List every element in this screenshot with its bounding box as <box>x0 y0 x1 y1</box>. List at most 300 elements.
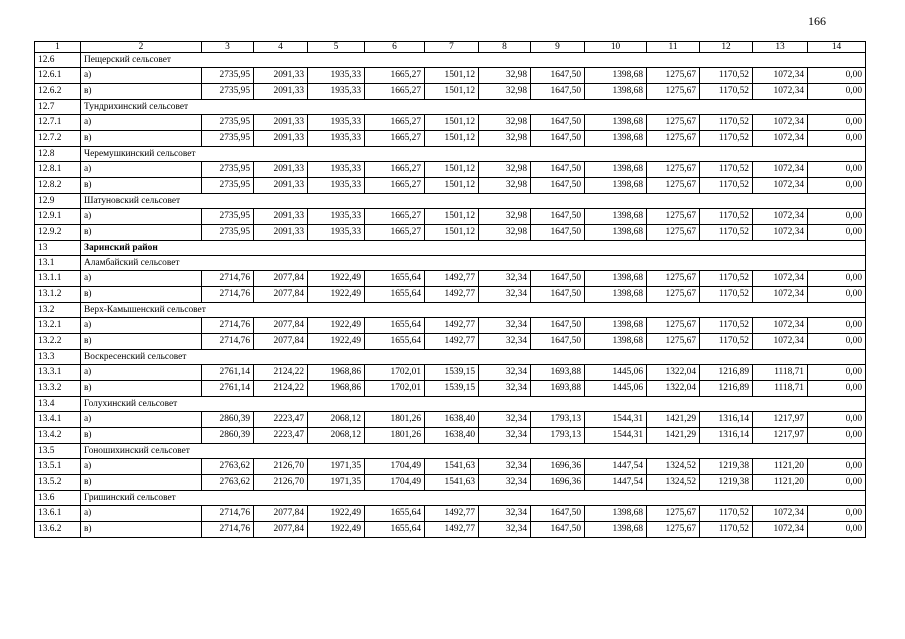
value-cell: 2735,95 <box>202 131 254 147</box>
table-row <box>35 459 866 475</box>
value-cell: 1935,33 <box>308 162 365 178</box>
table-row <box>35 365 866 381</box>
row-label: в) <box>81 522 202 538</box>
table-row <box>35 162 866 178</box>
table-row <box>35 225 866 241</box>
value-cell: 1655,64 <box>365 271 425 287</box>
row-label: в) <box>81 428 202 444</box>
row-code: 12.9.1 <box>35 209 81 225</box>
value-cell: 1398,68 <box>585 115 647 131</box>
value-cell: 1170,52 <box>700 131 753 147</box>
value-cell: 1665,27 <box>365 209 425 225</box>
value-cell: 1170,52 <box>700 522 753 538</box>
value-cell: 1647,50 <box>531 68 585 84</box>
column-header: 1 <box>35 42 81 53</box>
value-cell: 0,00 <box>808 131 866 147</box>
value-cell: 0,00 <box>808 225 866 241</box>
value-cell: 1647,50 <box>531 522 585 538</box>
value-cell: 1398,68 <box>585 68 647 84</box>
row-label: в) <box>81 334 202 350</box>
value-cell: 2714,76 <box>202 522 254 538</box>
value-cell: 1322,04 <box>647 365 700 381</box>
table-row <box>35 475 866 491</box>
value-cell: 1275,67 <box>647 115 700 131</box>
value-cell: 1665,27 <box>365 162 425 178</box>
row-label: а) <box>81 318 202 334</box>
value-cell: 2077,84 <box>254 522 308 538</box>
value-cell: 1072,34 <box>753 162 808 178</box>
value-cell: 1492,77 <box>425 318 479 334</box>
value-cell: 0,00 <box>808 84 866 100</box>
value-cell: 1072,34 <box>753 225 808 241</box>
value-cell: 0,00 <box>808 381 866 397</box>
section-row <box>35 444 866 459</box>
row-code: 13 <box>35 241 81 256</box>
value-cell: 1170,52 <box>700 287 753 303</box>
value-cell: 32,98 <box>479 162 531 178</box>
value-cell: 1655,64 <box>365 287 425 303</box>
value-cell: 1216,89 <box>700 365 753 381</box>
value-cell: 0,00 <box>808 68 866 84</box>
value-cell: 1647,50 <box>531 115 585 131</box>
value-cell: 1693,88 <box>531 381 585 397</box>
value-cell: 0,00 <box>808 412 866 428</box>
value-cell: 1647,50 <box>531 209 585 225</box>
value-cell: 1447,54 <box>585 475 647 491</box>
value-cell: 2124,22 <box>254 365 308 381</box>
row-code: 12.9 <box>35 194 81 209</box>
row-label: а) <box>81 162 202 178</box>
row-label: а) <box>81 115 202 131</box>
value-cell: 1072,34 <box>753 178 808 194</box>
value-cell: 1170,52 <box>700 84 753 100</box>
value-cell: 2091,33 <box>254 84 308 100</box>
value-cell: 1501,12 <box>425 162 479 178</box>
row-code: 13.1 <box>35 256 81 271</box>
value-cell: 1793,13 <box>531 412 585 428</box>
value-cell: 1216,89 <box>700 381 753 397</box>
value-cell: 2714,76 <box>202 318 254 334</box>
value-cell: 1647,50 <box>531 334 585 350</box>
value-cell: 1492,77 <box>425 334 479 350</box>
value-cell: 0,00 <box>808 162 866 178</box>
value-cell: 0,00 <box>808 334 866 350</box>
value-cell: 1275,67 <box>647 84 700 100</box>
value-cell: 1541,63 <box>425 475 479 491</box>
value-cell: 1935,33 <box>308 209 365 225</box>
value-cell: 0,00 <box>808 115 866 131</box>
value-cell: 1072,34 <box>753 334 808 350</box>
row-code: 13.3.1 <box>35 365 81 381</box>
column-header: 5 <box>308 42 365 53</box>
value-cell: 2077,84 <box>254 506 308 522</box>
value-cell: 1316,14 <box>700 412 753 428</box>
value-cell: 2735,95 <box>202 68 254 84</box>
value-cell: 1922,49 <box>308 287 365 303</box>
value-cell: 1647,50 <box>531 84 585 100</box>
row-code: 12.6 <box>35 53 81 68</box>
row-label: а) <box>81 68 202 84</box>
value-cell: 1647,50 <box>531 131 585 147</box>
value-cell: 0,00 <box>808 506 866 522</box>
section-row <box>35 194 866 209</box>
row-code: 12.7.1 <box>35 115 81 131</box>
value-cell: 2068,12 <box>308 412 365 428</box>
value-cell: 1647,50 <box>531 318 585 334</box>
value-cell: 32,98 <box>479 178 531 194</box>
value-cell: 1275,67 <box>647 522 700 538</box>
value-cell: 1541,63 <box>425 459 479 475</box>
value-cell: 1539,15 <box>425 365 479 381</box>
value-cell: 1935,33 <box>308 84 365 100</box>
row-code: 13.3 <box>35 350 81 365</box>
value-cell: 1421,29 <box>647 428 700 444</box>
section-row <box>35 100 866 115</box>
value-cell: 1655,64 <box>365 318 425 334</box>
value-cell: 1492,77 <box>425 506 479 522</box>
value-cell: 1647,50 <box>531 271 585 287</box>
section-name: Аламбайский сельсовет <box>81 256 866 271</box>
value-cell: 0,00 <box>808 365 866 381</box>
value-cell: 1501,12 <box>425 115 479 131</box>
value-cell: 1072,34 <box>753 115 808 131</box>
value-cell: 1492,77 <box>425 522 479 538</box>
value-cell: 0,00 <box>808 287 866 303</box>
value-cell: 1219,38 <box>700 475 753 491</box>
value-cell: 1072,34 <box>753 84 808 100</box>
table-row <box>35 84 866 100</box>
value-cell: 1638,40 <box>425 412 479 428</box>
value-cell: 1922,49 <box>308 334 365 350</box>
value-cell: 1647,50 <box>531 162 585 178</box>
value-cell: 1665,27 <box>365 225 425 241</box>
row-label: а) <box>81 412 202 428</box>
value-cell: 1324,52 <box>647 459 700 475</box>
row-code: 12.7.2 <box>35 131 81 147</box>
row-label: в) <box>81 381 202 397</box>
value-cell: 1501,12 <box>425 225 479 241</box>
value-cell: 1072,34 <box>753 506 808 522</box>
row-code: 13.2 <box>35 303 81 318</box>
row-label: в) <box>81 178 202 194</box>
district-name: Заринский район <box>81 241 866 256</box>
value-cell: 2091,33 <box>254 115 308 131</box>
value-cell: 1696,36 <box>531 459 585 475</box>
value-cell: 1398,68 <box>585 209 647 225</box>
value-cell: 0,00 <box>808 475 866 491</box>
section-name: Гоношихинский сельсовет <box>81 444 866 459</box>
value-cell: 32,34 <box>479 334 531 350</box>
table-row <box>35 428 866 444</box>
row-code: 13.6 <box>35 491 81 506</box>
value-cell: 1655,64 <box>365 334 425 350</box>
section-row <box>35 397 866 412</box>
value-cell: 32,98 <box>479 115 531 131</box>
value-cell: 1501,12 <box>425 209 479 225</box>
value-cell: 2091,33 <box>254 68 308 84</box>
value-cell: 2077,84 <box>254 318 308 334</box>
value-cell: 1922,49 <box>308 506 365 522</box>
tariff-table <box>34 41 866 538</box>
section-row <box>35 147 866 162</box>
value-cell: 1322,04 <box>647 381 700 397</box>
row-code: 13.4.1 <box>35 412 81 428</box>
row-label: а) <box>81 271 202 287</box>
value-cell: 32,34 <box>479 287 531 303</box>
row-code: 13.4 <box>35 397 81 412</box>
value-cell: 2735,95 <box>202 162 254 178</box>
value-cell: 32,98 <box>479 225 531 241</box>
section-name: Голухинский сельсовет <box>81 397 866 412</box>
value-cell: 1971,35 <box>308 475 365 491</box>
table-row <box>35 68 866 84</box>
value-cell: 2735,95 <box>202 84 254 100</box>
value-cell: 1704,49 <box>365 459 425 475</box>
value-cell: 2763,62 <box>202 475 254 491</box>
value-cell: 1398,68 <box>585 162 647 178</box>
row-label: а) <box>81 506 202 522</box>
value-cell: 1316,14 <box>700 428 753 444</box>
value-cell: 1665,27 <box>365 84 425 100</box>
value-cell: 2714,76 <box>202 271 254 287</box>
column-header: 12 <box>700 42 753 53</box>
row-code: 12.6.1 <box>35 68 81 84</box>
value-cell: 1665,27 <box>365 115 425 131</box>
page-number: 166 <box>808 14 826 28</box>
section-name: Верх-Камышенский сельсовет <box>81 303 866 318</box>
row-code: 13.6.1 <box>35 506 81 522</box>
section-row <box>35 350 866 365</box>
value-cell: 2714,76 <box>202 506 254 522</box>
column-header: 9 <box>531 42 585 53</box>
value-cell: 1170,52 <box>700 318 753 334</box>
section-name: Тундрихинский сельсовет <box>81 100 866 115</box>
row-label: в) <box>81 131 202 147</box>
value-cell: 1398,68 <box>585 287 647 303</box>
value-cell: 1445,06 <box>585 381 647 397</box>
value-cell: 1492,77 <box>425 287 479 303</box>
value-cell: 1971,35 <box>308 459 365 475</box>
row-code: 12.7 <box>35 100 81 115</box>
value-cell: 1702,01 <box>365 381 425 397</box>
table-row <box>35 209 866 225</box>
value-cell: 1544,31 <box>585 428 647 444</box>
column-header: 14 <box>808 42 866 53</box>
column-header: 4 <box>254 42 308 53</box>
value-cell: 1219,38 <box>700 459 753 475</box>
value-cell: 2068,12 <box>308 428 365 444</box>
row-label: а) <box>81 365 202 381</box>
value-cell: 1170,52 <box>700 178 753 194</box>
value-cell: 2714,76 <box>202 287 254 303</box>
value-cell: 1275,67 <box>647 271 700 287</box>
value-cell: 1170,52 <box>700 271 753 287</box>
value-cell: 0,00 <box>808 522 866 538</box>
value-cell: 2735,95 <box>202 225 254 241</box>
column-header: 13 <box>753 42 808 53</box>
value-cell: 2091,33 <box>254 178 308 194</box>
value-cell: 1170,52 <box>700 209 753 225</box>
value-cell: 1665,27 <box>365 178 425 194</box>
value-cell: 1072,34 <box>753 209 808 225</box>
value-cell: 1072,34 <box>753 131 808 147</box>
value-cell: 2761,14 <box>202 365 254 381</box>
table-row <box>35 334 866 350</box>
value-cell: 2763,62 <box>202 459 254 475</box>
value-cell: 1398,68 <box>585 271 647 287</box>
section-row <box>35 256 866 271</box>
section-row <box>35 491 866 506</box>
column-header: 2 <box>81 42 202 53</box>
value-cell: 1275,67 <box>647 225 700 241</box>
value-cell: 1072,34 <box>753 318 808 334</box>
value-cell: 1121,20 <box>753 459 808 475</box>
value-cell: 2860,39 <box>202 412 254 428</box>
row-code: 13.5 <box>35 444 81 459</box>
value-cell: 0,00 <box>808 459 866 475</box>
row-code: 13.5.1 <box>35 459 81 475</box>
table-row <box>35 115 866 131</box>
value-cell: 32,34 <box>479 381 531 397</box>
value-cell: 1922,49 <box>308 271 365 287</box>
value-cell: 1275,67 <box>647 506 700 522</box>
value-cell: 2735,95 <box>202 209 254 225</box>
row-code: 13.1.2 <box>35 287 81 303</box>
section-name: Пещерский сельсовет <box>81 53 866 68</box>
value-cell: 1445,06 <box>585 365 647 381</box>
row-code: 13.6.2 <box>35 522 81 538</box>
value-cell: 1647,50 <box>531 178 585 194</box>
value-cell: 1501,12 <box>425 131 479 147</box>
row-code: 13.3.2 <box>35 381 81 397</box>
section-name: Воскресенский сельсовет <box>81 350 866 365</box>
value-cell: 0,00 <box>808 209 866 225</box>
value-cell: 1935,33 <box>308 68 365 84</box>
value-cell: 0,00 <box>808 271 866 287</box>
column-header: 10 <box>585 42 647 53</box>
value-cell: 1935,33 <box>308 225 365 241</box>
value-cell: 2714,76 <box>202 334 254 350</box>
value-cell: 1170,52 <box>700 115 753 131</box>
section-row <box>35 303 866 318</box>
value-cell: 1696,36 <box>531 475 585 491</box>
value-cell: 2735,95 <box>202 115 254 131</box>
value-cell: 2091,33 <box>254 162 308 178</box>
row-code: 12.8.1 <box>35 162 81 178</box>
value-cell: 2860,39 <box>202 428 254 444</box>
value-cell: 2761,14 <box>202 381 254 397</box>
value-cell: 1501,12 <box>425 68 479 84</box>
row-code: 12.6.2 <box>35 84 81 100</box>
value-cell: 0,00 <box>808 428 866 444</box>
value-cell: 1072,34 <box>753 287 808 303</box>
value-cell: 1072,34 <box>753 68 808 84</box>
value-cell: 1398,68 <box>585 225 647 241</box>
value-cell: 1118,71 <box>753 365 808 381</box>
value-cell: 1275,67 <box>647 209 700 225</box>
value-cell: 1170,52 <box>700 225 753 241</box>
value-cell: 32,34 <box>479 412 531 428</box>
value-cell: 2077,84 <box>254 287 308 303</box>
table-row <box>35 271 866 287</box>
value-cell: 1935,33 <box>308 178 365 194</box>
value-cell: 32,98 <box>479 84 531 100</box>
column-number-header <box>35 42 866 53</box>
table-row <box>35 522 866 538</box>
value-cell: 1793,13 <box>531 428 585 444</box>
value-cell: 32,34 <box>479 271 531 287</box>
value-cell: 32,34 <box>479 365 531 381</box>
row-code: 12.9.2 <box>35 225 81 241</box>
value-cell: 1665,27 <box>365 68 425 84</box>
table-row <box>35 287 866 303</box>
value-cell: 2091,33 <box>254 209 308 225</box>
value-cell: 1501,12 <box>425 84 479 100</box>
row-code: 13.4.2 <box>35 428 81 444</box>
value-cell: 1492,77 <box>425 271 479 287</box>
value-cell: 32,34 <box>479 506 531 522</box>
value-cell: 1217,97 <box>753 412 808 428</box>
value-cell: 1275,67 <box>647 318 700 334</box>
value-cell: 1655,64 <box>365 506 425 522</box>
value-cell: 2091,33 <box>254 225 308 241</box>
value-cell: 1170,52 <box>700 506 753 522</box>
value-cell: 1704,49 <box>365 475 425 491</box>
value-cell: 1665,27 <box>365 131 425 147</box>
value-cell: 32,34 <box>479 428 531 444</box>
value-cell: 32,34 <box>479 522 531 538</box>
value-cell: 1647,50 <box>531 506 585 522</box>
value-cell: 1398,68 <box>585 318 647 334</box>
value-cell: 1072,34 <box>753 271 808 287</box>
value-cell: 0,00 <box>808 318 866 334</box>
table-row <box>35 131 866 147</box>
value-cell: 1072,34 <box>753 522 808 538</box>
value-cell: 1275,67 <box>647 68 700 84</box>
section-name: Гришинский сельсовет <box>81 491 866 506</box>
value-cell: 1693,88 <box>531 365 585 381</box>
value-cell: 2126,70 <box>254 459 308 475</box>
value-cell: 1170,52 <box>700 334 753 350</box>
value-cell: 2124,22 <box>254 381 308 397</box>
value-cell: 1324,52 <box>647 475 700 491</box>
value-cell: 1170,52 <box>700 68 753 84</box>
table-row <box>35 318 866 334</box>
value-cell: 1217,97 <box>753 428 808 444</box>
value-cell: 32,34 <box>479 318 531 334</box>
row-label: в) <box>81 475 202 491</box>
value-cell: 2077,84 <box>254 334 308 350</box>
table-row <box>35 178 866 194</box>
value-cell: 1421,29 <box>647 412 700 428</box>
value-cell: 2126,70 <box>254 475 308 491</box>
value-cell: 2091,33 <box>254 131 308 147</box>
value-cell: 1501,12 <box>425 178 479 194</box>
row-code: 13.5.2 <box>35 475 81 491</box>
value-cell: 1544,31 <box>585 412 647 428</box>
column-header: 8 <box>479 42 531 53</box>
value-cell: 1922,49 <box>308 522 365 538</box>
section-row <box>35 53 866 68</box>
value-cell: 1398,68 <box>585 178 647 194</box>
table-row <box>35 412 866 428</box>
value-cell: 1398,68 <box>585 522 647 538</box>
value-cell: 1121,20 <box>753 475 808 491</box>
value-cell: 2223,47 <box>254 428 308 444</box>
column-header: 7 <box>425 42 479 53</box>
value-cell: 1275,67 <box>647 131 700 147</box>
value-cell: 32,34 <box>479 475 531 491</box>
